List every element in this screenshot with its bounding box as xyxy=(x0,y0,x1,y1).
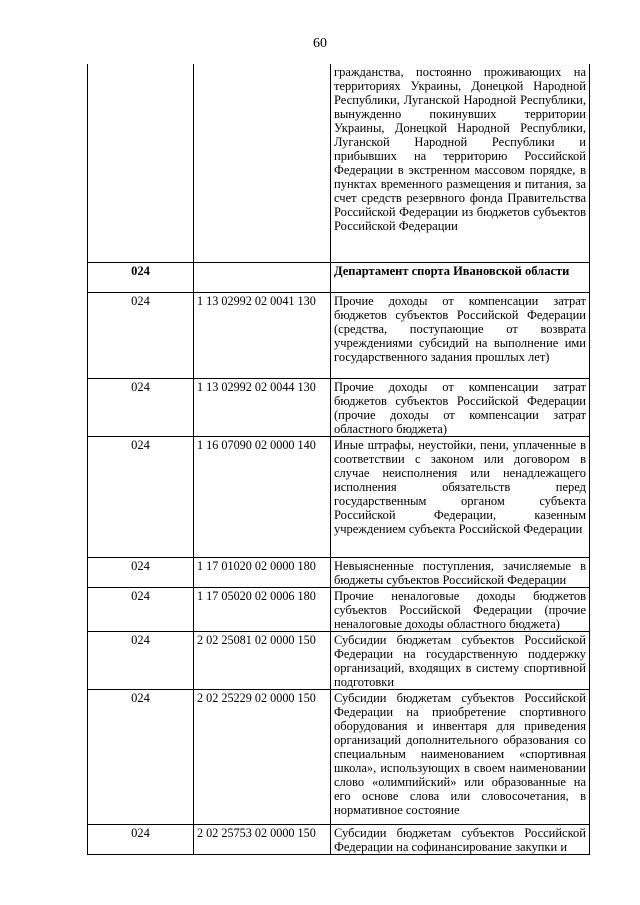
revenue-name-cell: Прочие неналоговые доходы бюджетов субъектов Российской Федерации (прочие неналоговые доходы областного бюджета) xyxy=(331,587,590,631)
budget-code-cell xyxy=(194,64,331,262)
revenue-name-cell: Прочие доходы от компенсации затрат бюджетов субъектов Российской Федерации (прочие доходы от компенсации затрат областного бюджета) xyxy=(331,378,590,436)
admin-code-cell: 024 xyxy=(88,631,194,689)
table-row-department-heading xyxy=(88,262,590,292)
budget-code-cell: 1 17 01020 02 0000 180 xyxy=(194,557,331,587)
budget-code-cell: 2 02 25229 02 0000 150 xyxy=(194,689,331,824)
budget-code-cell: 1 13 02992 02 0044 130 xyxy=(194,378,331,436)
admin-code-cell: 024 xyxy=(88,262,194,292)
budget-code-cell: 1 16 07090 02 0000 140 xyxy=(194,436,331,557)
table-row xyxy=(88,689,590,824)
budget-code-cell: 2 02 25081 02 0000 150 xyxy=(194,631,331,689)
table-row xyxy=(88,436,590,557)
revenue-name-cell: Субсидии бюджетам субъектов Российской Федерации на приобретение спортивного оборудования и инвентаря для приведения организаций дополнительного образования со специальным наименованием «спортивная школа», использующих в своем наименовании слово «олимпийский» или образованные на его основе слова или словосочетания, в нормативное состояние xyxy=(331,689,590,824)
department-name-cell: Департамент спорта Ивановской области xyxy=(331,262,590,292)
table-row xyxy=(88,824,590,854)
budget-code-cell: 1 17 05020 02 0006 180 xyxy=(194,587,331,631)
revenue-name-cell: Субсидии бюджетам субъектов Российской Федерации на государственную поддержку организаций, входящих в систему спортивной подготовки xyxy=(331,631,590,689)
admin-code-cell: 024 xyxy=(88,587,194,631)
admin-code-cell: 024 xyxy=(88,292,194,378)
table-row xyxy=(88,557,590,587)
revenue-name-cell: Прочие доходы от компенсации затрат бюджетов субъектов Российской Федерации (средства, поступающие от возврата учреждениями субсидий на выполнение ими государственного задания прошлых лет) xyxy=(331,292,590,378)
admin-code-cell: 024 xyxy=(88,824,194,854)
admin-code-cell: 024 xyxy=(88,378,194,436)
revenue-name-cell: Невыясненные поступления, зачисляемые в бюджеты субъектов Российской Федерации xyxy=(331,557,590,587)
revenue-name-cell: Иные штрафы, неустойки, пени, уплаченные в соответствии с законом или договором в случае неисполнения или ненадлежащего исполнения обязательств перед государственным органом субъекта Российской Федерации, казенным учреждением субъекта Российской Федерации xyxy=(331,436,590,557)
budget-code-cell xyxy=(194,262,331,292)
page-number: 60 xyxy=(313,36,327,51)
revenue-name-cell: Субсидии бюджетам субъектов Российской Федерации на софинансирование закупки и xyxy=(331,824,590,854)
revenue-codes-table xyxy=(87,64,590,855)
revenue-name-cell: гражданства, постоянно проживающих на территориях Украины, Донецкой Народной Республики, Луганской Народной Республики, вынужденно покинувших территории Украины, Донецкой Народной Республики, Луганской Народной Республики и прибывших на территорию Российской Федерации в экстренном массовом порядке, в пунктах временного размещения и питания, за счет средств резервного фонда Правительства Российской Федерации из бюджетов субъектов Российской Федерации xyxy=(331,64,590,262)
table-row xyxy=(88,292,590,378)
table-row xyxy=(88,378,590,436)
admin-code-cell xyxy=(88,64,194,262)
table-row xyxy=(88,64,590,262)
table-row xyxy=(88,587,590,631)
admin-code-cell: 024 xyxy=(88,557,194,587)
budget-code-cell: 2 02 25753 02 0000 150 xyxy=(194,824,331,854)
budget-code-cell: 1 13 02992 02 0041 130 xyxy=(194,292,331,378)
table-row xyxy=(88,631,590,689)
admin-code-cell: 024 xyxy=(88,436,194,557)
admin-code-cell: 024 xyxy=(88,689,194,824)
